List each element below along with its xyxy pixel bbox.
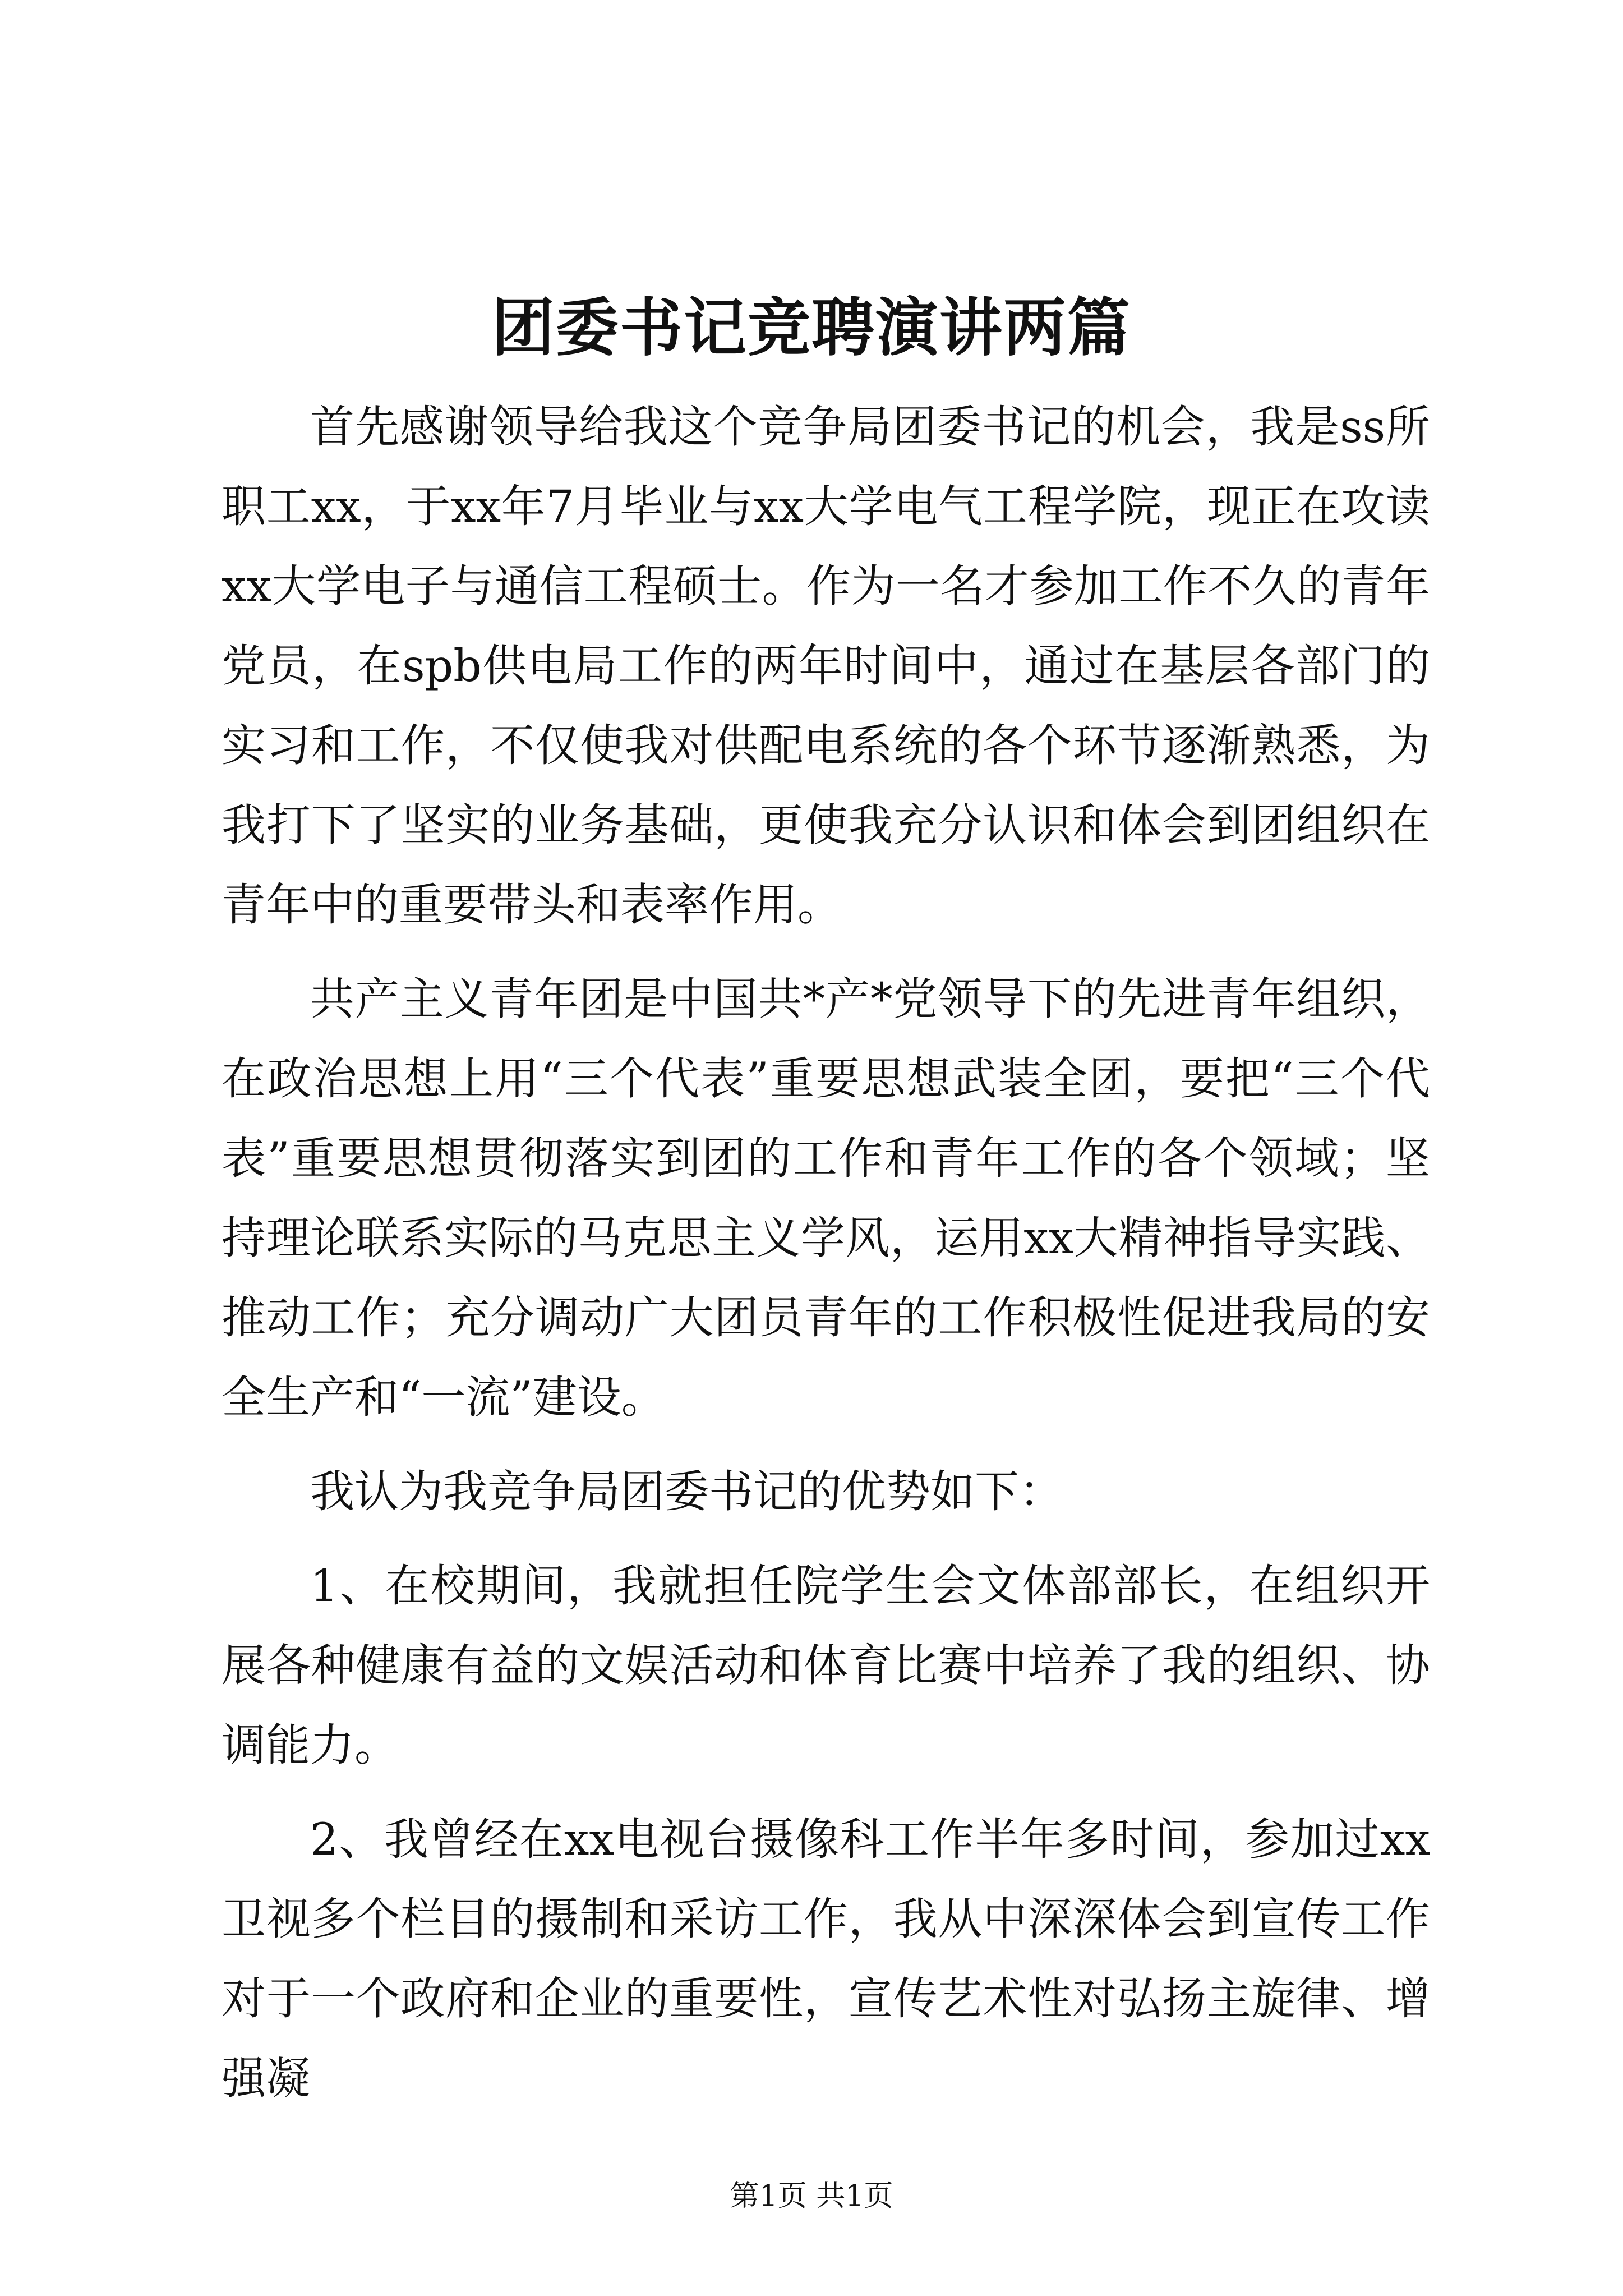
page-footer: 第1页 共1页 — [730, 2179, 893, 2213]
paragraph-2: 共产主义青年团是中国共*产*党领导下的先进青年组织，在政治思想上用“三个代表”重要思想武装全团，要把“三个代表”重要思想贯彻落实到团的工作和青年工作的各个领域；坚持理论联系实际的马克思主义学风，运用xx大精神指导实践、推动工作；充分调动广大团员青年的工作积极性促进我局的安全生产和“一流”建设。 — [222, 973, 1430, 1423]
document-title: 团委书记竞聘演讲两篇 — [492, 291, 1131, 365]
paragraph-4: 1、在校期间，我就担任院学生会文体部部长，在组织开展各种健康有益的文娱活动和体育比赛中培养了我的组织、协调能力。 — [222, 1560, 1430, 1771]
paragraph-3: 我认为我竞争局团委书记的优势如下： — [310, 1466, 1063, 1517]
document-body — [222, 387, 1430, 2133]
paragraph-1: 首先感谢领导给我这个竞争局团委书记的机会，我是ss所职工xx，于xx年7月毕业与xx大学电气工程学院，现正在攻读xx大学电子与通信工程硕士。作为一名才参加工作不久的青年党员，在spb供电局工作的两年时间中，通过在基层各部门的实习和工作，不仅使我对供配电系统的各个环节逐渐熟悉，为我打下了坚实的业务基础，更使我充分认识和体会到团组织在青年中的重要带头和表率作用。 — [222, 401, 1430, 931]
paragraph-5: 2、我曾经在xx电视台摄像科工作半年多时间，参加过xx卫视多个栏目的摄制和采访工作，我从中深深体会到宣传工作对于一个政府和企业的重要性，宣传艺术性对弘扬主旋律、增强凝 — [222, 1814, 1430, 2104]
